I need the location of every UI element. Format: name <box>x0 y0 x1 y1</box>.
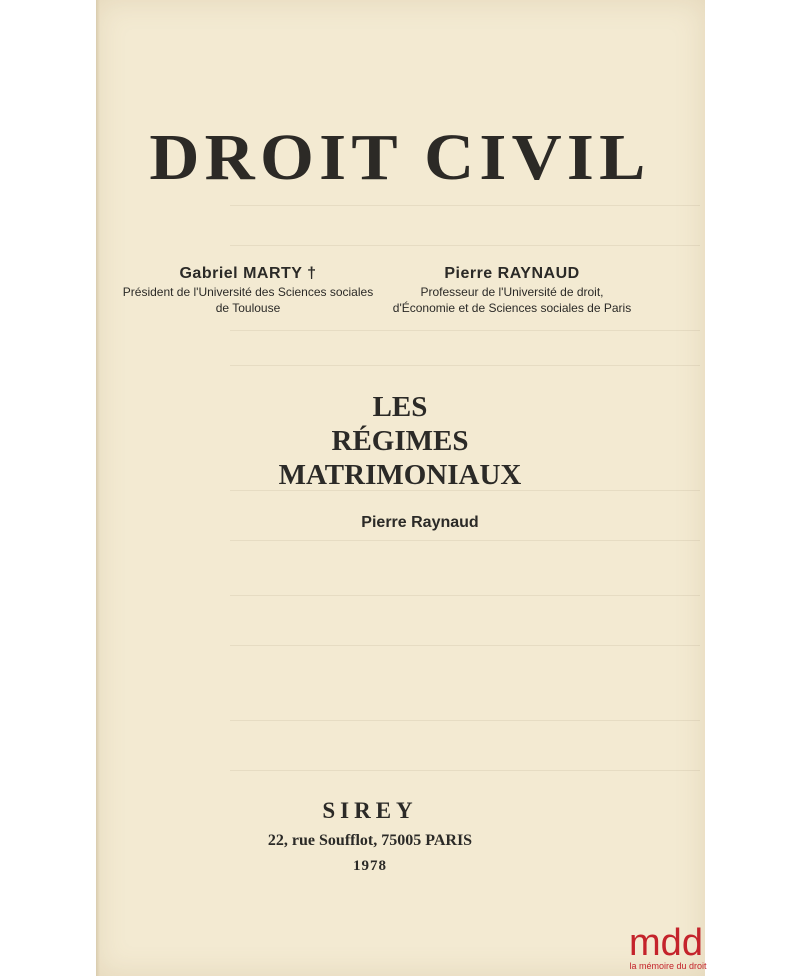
book-title-line: RÉGIMES <box>331 425 469 457</box>
author-role: Président de l'Université des Sciences sociales <box>122 285 374 299</box>
author-name: Gabriel MARTY † <box>179 265 317 282</box>
bleed-through-line <box>230 770 700 771</box>
bleed-through-line <box>230 245 700 246</box>
bleed-through-line <box>230 205 700 206</box>
author-name: Pierre RAYNAUD <box>444 265 580 282</box>
book-title <box>0 390 800 492</box>
author-raynaud <box>384 265 640 315</box>
publisher-name: SIREY <box>322 798 418 823</box>
bleed-through-line <box>230 365 700 366</box>
author-role: de Toulouse <box>215 301 281 315</box>
author-role: d'Économie et de Sciences sociales de Paris <box>392 301 632 315</box>
bleed-through-line <box>230 720 700 721</box>
mdd-logo <box>626 922 706 976</box>
book-title-line: MATRIMONIAUX <box>278 459 522 491</box>
bleed-through-line <box>230 595 700 596</box>
author-marty <box>110 265 386 315</box>
publisher-address: 22, rue Soufflot, 75005 PARIS <box>267 832 473 849</box>
mdd-logo-caption: la mémoire du droit <box>629 961 707 971</box>
author-role: Professeur de l'Université de droit, <box>420 285 604 299</box>
publication-year: 1978 <box>353 858 387 874</box>
mdd-logo-mark <box>628 922 704 960</box>
book-title-line: LES <box>372 391 428 423</box>
bleed-through-line <box>230 645 700 646</box>
bleed-through-line <box>230 540 700 541</box>
book-author: Pierre Raynaud <box>361 514 479 531</box>
mdd-logo-text: mdd <box>629 922 703 960</box>
bleed-through-line <box>230 330 700 331</box>
page-title: DROIT CIVIL <box>149 121 651 194</box>
